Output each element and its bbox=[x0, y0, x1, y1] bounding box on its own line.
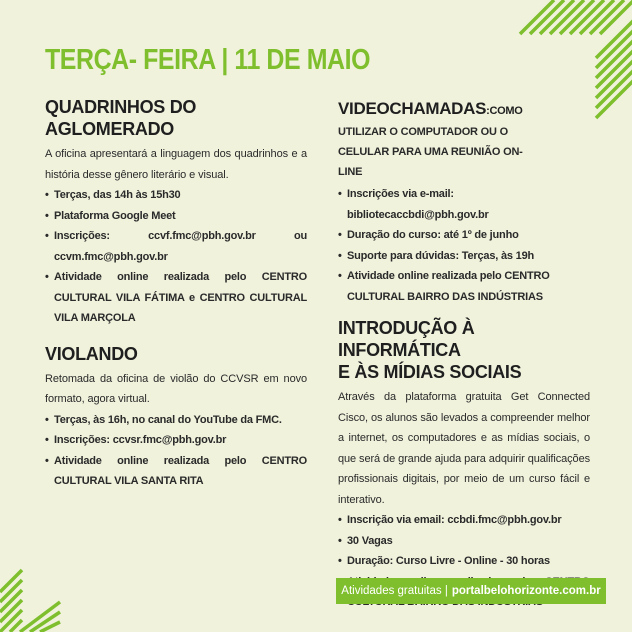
footer-banner bbox=[336, 578, 606, 604]
list-item: • Inscrições: ccvsr.fmc@pbh.gov.br bbox=[45, 430, 307, 451]
footer-label: Atividades gratuitas | bbox=[341, 585, 448, 597]
list-item: • Suporte para dúvidas: Terças, às 19h bbox=[338, 246, 590, 267]
decorative-stripes-bottom-left bbox=[0, 560, 72, 632]
informatica-title-line-2: E ÀS MÍDIAS SOCIAIS bbox=[338, 362, 522, 382]
informatica-title-line-1: INTRODUÇÃO À INFORMÁTICA bbox=[338, 318, 475, 360]
list-item: • Inscrições via e-mail: bibliotecaccbdi@pbh.gov.br bbox=[338, 184, 590, 225]
left-column bbox=[45, 96, 307, 492]
informatica-description: Através da plataforma gratuita Get Connected Cisco, os alunos são levados a compreender melhor a internet, os computadores e as mídias sociais, o que será de grande ajuda para adquirir qualificações profissionais digitais, por meio de um curso fácil e interativo. bbox=[338, 391, 590, 506]
list-item: • Duração: Curso Livre - Online - 30 horas bbox=[338, 551, 590, 572]
list-item: • Atividade online realizada pelo CENTRO CULTURAL VILA FÁTIMA e CENTRO CULTURAL VILA MARÇOLA bbox=[45, 267, 307, 329]
list-item: • Atividade online realizada pelo CENTRO CULTURAL VILA SANTA RITA bbox=[45, 451, 307, 492]
list-item: • 30 Vagas bbox=[338, 531, 590, 552]
quadrinhos-description: A oficina apresentará a linguagem dos quadrinhos e a história desse gênero literário e visual. bbox=[45, 148, 307, 181]
right-column bbox=[338, 98, 590, 613]
page-title: TERÇA- FEIRA | 11 DE MAIO bbox=[45, 44, 371, 76]
violando-title: VIOLANDO bbox=[45, 343, 138, 364]
list-item: • Plataforma Google Meet bbox=[45, 206, 307, 227]
footer-site-link[interactable]: portalbelohorizonte.com.br bbox=[451, 585, 601, 597]
list-item: • Duração do curso: até 1º de junho bbox=[338, 225, 590, 246]
violando-description: Retomada da oficina de violão do CCVSR em novo formato, agora virtual. bbox=[45, 372, 307, 405]
list-item: • Inscrições: ccvf.fmc@pbh.gov.br ou ccvm.fmc@pbh.gov.br bbox=[45, 226, 307, 267]
quadrinhos-title: QUADRINHOS DO AGLOMERADO bbox=[45, 97, 197, 139]
videochamadas-title-main: VIDEOCHAMADAS bbox=[338, 99, 487, 118]
quadrinhos-list bbox=[45, 185, 307, 329]
videochamadas-list bbox=[338, 184, 590, 307]
violando-list bbox=[45, 410, 307, 492]
videochamadas-title bbox=[338, 98, 590, 122]
videochamadas-subtitle: UTILIZAR O COMPUTADOR OU O CELULAR PARA UMA REUNIÃO ON-LINE bbox=[338, 126, 523, 178]
list-item: • Inscrição via email: ccbdi.fmc@pbh.gov.br bbox=[338, 510, 590, 531]
list-item: • Atividade online realizada pelo CENTRO CULTURAL BAIRRO DAS INDÚSTRIAS bbox=[338, 266, 590, 307]
list-item: • Terças, das 14h às 15h30 bbox=[45, 185, 307, 206]
list-item: • Terças, às 16h, no canal do YouTube da FMC. bbox=[45, 410, 307, 431]
videochamadas-title-suffix: :COMO bbox=[486, 105, 523, 117]
